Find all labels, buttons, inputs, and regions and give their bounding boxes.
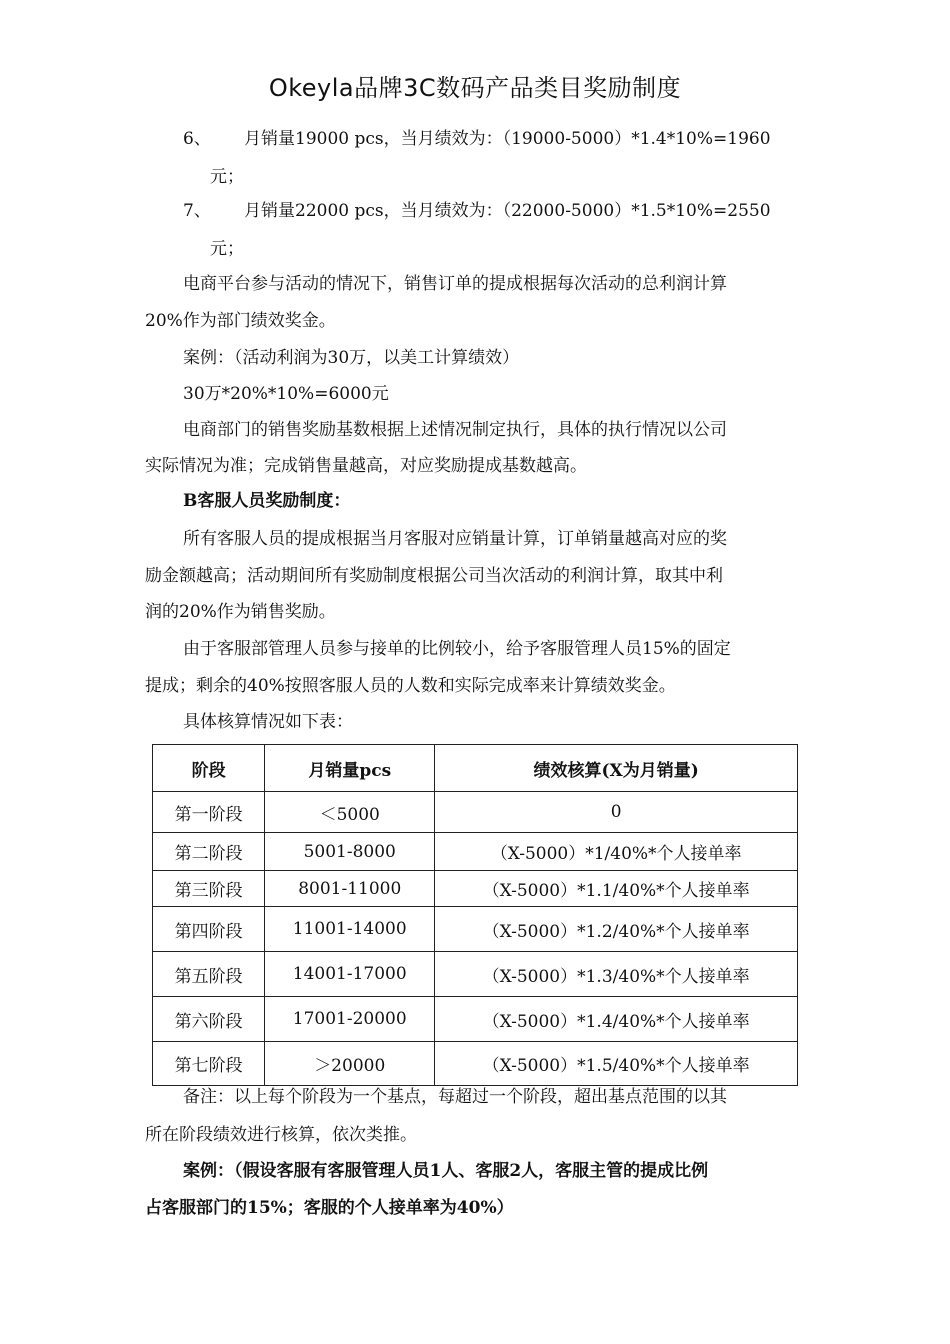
cell-formula: （X-5000）*1.4/40%*个人接单率 (435, 997, 798, 1042)
item-cont-6: 元； (210, 167, 244, 187)
para3-line2: 励金额越高；活动期间所有奖励制度根据公司当次活动的利润计算，取其中利 (145, 566, 723, 586)
table-row (153, 792, 798, 833)
section-b-heading: B客服人员奖励制度： (183, 491, 351, 511)
cell-sales: 17001-20000 (265, 997, 435, 1042)
cell-sales: 14001-17000 (265, 952, 435, 997)
header-stage: 阶段 (153, 745, 265, 792)
cell-sales: ＜5000 (265, 792, 435, 833)
cell-stage: 第五阶段 (153, 952, 265, 997)
item-cont-7: 元； (210, 239, 244, 259)
cell-stage: 第二阶段 (153, 833, 265, 871)
cell-stage: 第三阶段 (153, 871, 265, 907)
cell-formula: （X-5000）*1.2/40%*个人接单率 (435, 907, 798, 952)
cell-formula: （X-5000）*1.3/40%*个人接单率 (435, 952, 798, 997)
cell-formula: 0 (435, 792, 798, 833)
table-row (153, 1042, 798, 1086)
document-title: Okeyla品牌3C数码产品类目奖励制度 (268, 74, 682, 102)
case2-line2: 占客服部门的15%；客服的个人接单率为40%） (145, 1198, 514, 1218)
cell-stage: 第四阶段 (153, 907, 265, 952)
cell-stage: 第六阶段 (153, 997, 265, 1042)
para4-line1: 由于客服部管理人员参与接单的比例较小，给予客服管理人员15%的固定 (183, 639, 731, 659)
cell-sales: 11001-14000 (265, 907, 435, 952)
case1-text: 案例：（活动利润为30万，以美工计算绩效） (183, 348, 520, 368)
cell-formula: （X-5000）*1.5/40%*个人接单率 (435, 1042, 798, 1086)
item-text-6: 月销量19000 pcs，当月绩效为：（19000-5000）*1.4*10%=1960 (244, 129, 771, 149)
table-intro: 具体核算情况如下表： (183, 712, 353, 732)
cell-formula: （X-5000）*1/40%*个人接单率 (435, 833, 798, 871)
table-row (153, 871, 798, 907)
cell-stage: 第一阶段 (153, 792, 265, 833)
note-line1: 备注：以上每个阶段为一个基点，每超过一个阶段，超出基点范围的以其 (183, 1087, 727, 1107)
cell-sales: 5001-8000 (265, 833, 435, 871)
para1-line1: 电商平台参与活动的情况下，销售订单的提成根据每次活动的总利润计算 (183, 274, 727, 294)
para3-line1: 所有客服人员的提成根据当月客服对应销量计算，订单销量越高对应的奖 (183, 529, 727, 549)
table-row (153, 997, 798, 1042)
case2-line1: 案例：（假设客服有客服管理人员1人、客服2人，客服主管的提成比例 (183, 1161, 709, 1181)
cell-stage: 第七阶段 (153, 1042, 265, 1086)
para3-line3: 润的20%作为销售奖励。 (145, 602, 336, 622)
para2-line2: 实际情况为准；完成销售量越高，对应奖励提成基数越高。 (145, 456, 587, 476)
item-number-6: 6、 (183, 129, 211, 149)
table-header-row (153, 745, 798, 792)
table-row (153, 833, 798, 871)
cell-sales: ＞20000 (265, 1042, 435, 1086)
cell-formula: （X-5000）*1.1/40%*个人接单率 (435, 871, 798, 907)
para2-line1: 电商部门的销售奖励基数根据上述情况制定执行，具体的执行情况以公司 (183, 420, 727, 440)
case1-calc: 30万*20%*10%=6000元 (183, 384, 389, 404)
table-row (153, 952, 798, 997)
header-monthly-sales: 月销量pcs (265, 745, 435, 792)
para1-line2: 20%作为部门绩效奖金。 (145, 311, 336, 331)
note-line2: 所在阶段绩效进行核算，依次类推。 (145, 1125, 417, 1145)
header-performance-calc: 绩效核算(X为月销量) (435, 745, 798, 792)
para4-line2: 提成；剩余的40%按照客服人员的人数和实际完成率来计算绩效奖金。 (145, 676, 676, 696)
item-number-7: 7、 (183, 201, 211, 221)
item-text-7: 月销量22000 pcs，当月绩效为：（22000-5000）*1.5*10%=2550 (244, 201, 771, 221)
table-row (153, 907, 798, 952)
bonus-calculation-table (152, 744, 798, 1086)
cell-sales: 8001-11000 (265, 871, 435, 907)
